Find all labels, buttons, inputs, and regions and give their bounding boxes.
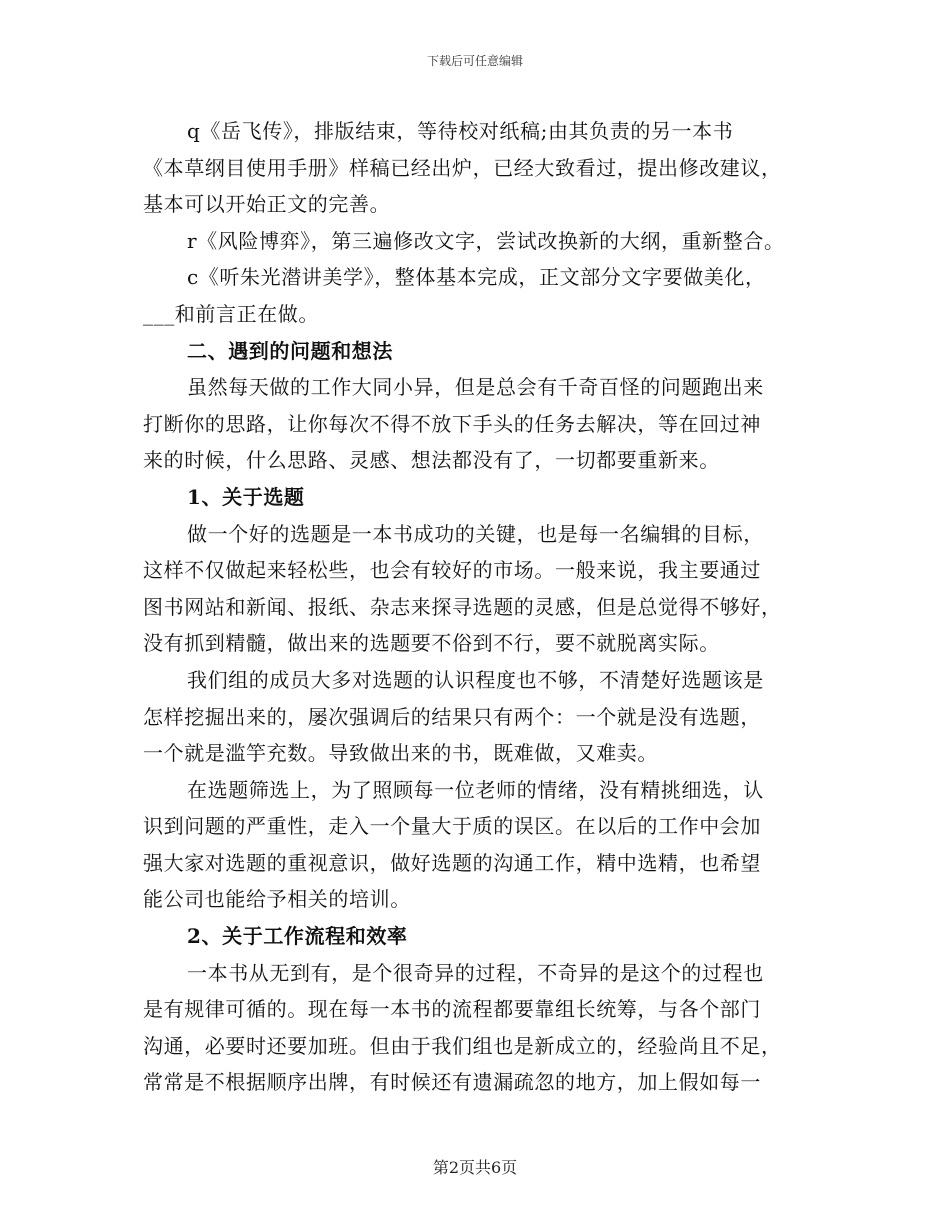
text-line: 是有规律可循的。现在每一本书的流程都要靠组长统筹，与各个部门 xyxy=(143,997,761,1022)
text-line: 没有抓到精髓，做出来的选题要不俗到不行，要不就脱离实际。 xyxy=(143,631,720,656)
text-line: 这样不仅做起来轻松些，也会有较好的市场。一般来说，我主要通过 xyxy=(143,558,761,583)
text-line: 虽然每天做的工作大同小异，但是总会有千奇百怪的问题跑出来 xyxy=(187,375,764,400)
text-line: r《风险博弈》，第三遍修改文字，尝试改换新的大纲，重新整合。 xyxy=(187,228,785,253)
section-heading: 二、遇到的问题和想法 xyxy=(187,338,393,363)
page-footer: 第2页共6页 xyxy=(432,1158,518,1177)
text-line: 做一个好的选题是一本书成功的关键，也是每一名编辑的目标， xyxy=(187,521,764,546)
text-line: 在选题筛选上，为了照顾每一位老师的情绪，没有精挑细选，认 xyxy=(187,777,764,802)
text-line: 来的时候，什么思路、灵感、想法都没有了，一切都要重新来。 xyxy=(143,448,720,473)
text-line: c《听朱光潜讲美学》，整体基本完成，正文部分文字要做美化， xyxy=(187,265,766,290)
text-line: 常常是不根据顺序出牌，有时候还有遗漏疏忽的地方，加上假如每一 xyxy=(143,1070,761,1095)
text-line: q《岳飞传》，排版结束，等待校对纸稿;由其负责的另一本书 xyxy=(187,119,734,143)
text-line: 图书网站和新闻、报纸、杂志来探寻选题的灵感，但是总觉得不够好， xyxy=(143,594,782,619)
text-line: 怎样挖掘出来的，屡次强调后的结果只有两个：一个就是没有选题， xyxy=(143,704,761,729)
text-line: ___和前言正在做。 xyxy=(143,301,319,326)
document-body xyxy=(143,113,813,1101)
text-line: 一本书从无到有，是个很奇异的过程，不奇异的是这个的过程也 xyxy=(187,960,764,985)
section-heading: 1、关于选题 xyxy=(187,484,305,509)
text-line: 沟通，必要时还要加班。但由于我们组也是新成立的，经验尚且不足， xyxy=(143,1033,782,1058)
text-line: 我们组的成员大多对选题的认识程度也不够，不清楚好选题该是 xyxy=(187,667,764,692)
text-line: 《本草纲目使用手册》样稿已经出炉，已经大致看过，提出修改建议， xyxy=(143,155,782,180)
section-heading: 2、关于工作流程和效率 xyxy=(187,924,408,949)
text-line: 强大家对选题的重视意识，做好选题的沟通工作，精中选精，也希望 xyxy=(143,850,761,875)
text-line: 能公司也能给予相关的培训。 xyxy=(143,887,411,912)
page-header: 下载后可任意编辑 xyxy=(426,54,523,68)
text-line: 打断你的思路，让你每次不得不放下手头的任务去解决，等在回过神 xyxy=(143,411,761,436)
text-line: 识到问题的严重性，走入一个量大于质的误区。在以后的工作中会加 xyxy=(143,814,761,839)
text-line: 一个就是滥竽充数。导致做出来的书，既难做，又难卖。 xyxy=(143,741,658,766)
text-line: 基本可以开始正文的完善。 xyxy=(143,192,391,217)
